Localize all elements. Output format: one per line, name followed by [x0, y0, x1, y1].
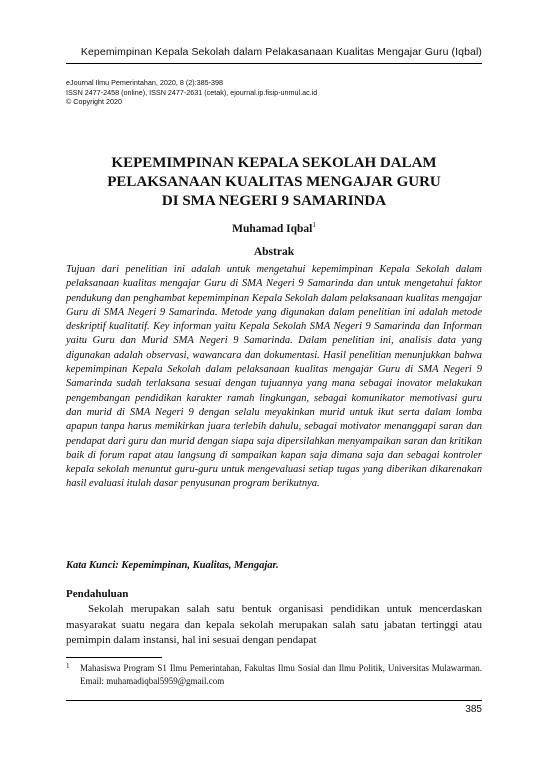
copyright: © Copyright 2020: [66, 97, 123, 107]
title-line-1: KEPEMIMPINAN KEPALA SEKOLAH DALAM: [111, 155, 437, 171]
running-head: Kepemimpinan Kepala Sekolah dalam Pelakasanaan Kualitas Mengajar Guru (Iqbal): [80, 46, 482, 58]
header-rule: [66, 63, 482, 64]
page-number: 385: [465, 704, 482, 715]
journal-meta: [66, 78, 482, 107]
abstract-heading: Abstrak: [253, 246, 295, 258]
footnote: [66, 662, 482, 688]
journal-citation: eJournal Ilmu Pemerintahan, 2020, 8 (2):385-398: [66, 78, 224, 87]
footer-rule: [66, 700, 482, 701]
introduction-heading: Pendahuluan: [66, 588, 129, 600]
introduction-text: Sekolah merupakan salah satu bentuk organisasi pendidikan untuk mencerdaskan masyarakat suatu negara dan kepala sekolah merupakan salah satu jabatan tertinggi atau pemimpin dalam instansi, hal ini sesuai dengan pendapat: [66, 603, 482, 646]
footnote-mark: 1: [66, 662, 70, 670]
title-line-3: DI SMA NEGERI 9 SAMARINDA: [161, 193, 387, 209]
journal-issn: ISSN 2477-2458 (online), ISSN 2477-2631 (cetak), ejournal.ip.fisip-unmul.ac.id: [66, 87, 318, 97]
footnote-text: Mahasiswa Program S1 Ilmu Pemerintahan, Fakultas Ilmu Sosial dan Ilmu Politik, Universitas Mulawarman. Email: muhamadiqbal5959@gmail.com: [80, 663, 482, 686]
footnote-rule: [66, 657, 162, 658]
abstract-text: Tujuan dari penelitian ini adalah untuk mengetahui kepemimpinan Kepala Sekolah dalam pelaksanaan kualitas mengajar Guru di SMA Negeri 9 Samarinda dan untuk mengetahui faktor pendukung dan penghambat kepemimpinan Kepala Sekolah dalam pelaksanaan kualitas mengajar Guru di SMA Negeri 9 Samarinda. Metode yang digunakan dalam penelitian ini adalah metode deskriptif kualitatif. Key informan yaitu Kepala Sekolah SMA Negeri 9 Samarinda dan Informan yaitu Guru dan Murid SMA Negeri 9 Samarinda. Dalam penelitian ini, analisis data yang digunakan adalah observasi, wawancara dan dokumentasi. Hasil penelitian menunjukkan bahwa kepemimpinan Kepala Sekolah dalam pelaksanaan kualitas mengajar Guru di SMA Negeri 9 Samarinda sudah terlaksana sesuai dengan tujuannya yang mana sebagai inovator melakukan pengembangan pendidikan karakter ramah lingkungan, sebagai komunikator memotivasi guru dan murid di SMA Negeri 9 dengan selalu meyakinkan murid untuk ikut serta dalam lomba apapun tanpa harus memikirkan juara terlebih dahulu, sebagai motivator menanggapi saran dan pendapat dari guru dan murid dengan siapa saja dipersilahkan menyampaikan saran dan kritikan baik di forum rapat atau langsung di sampaikan kapan saja dimana saja dan sebagai kontroler kepala sekolah menuntut guru-guru untuk mengevaluasi setiap tugas yang diberikan dikarenakan hasil evaluasi itulah dasar penyusunan program berikutnya.: [66, 264, 482, 490]
author-name: Muhamad Iqbal: [232, 222, 313, 235]
title-line-2: PELAKSANAAN KUALITAS MENGAJAR GURU: [107, 174, 441, 190]
author-footnote-mark: 1: [312, 221, 316, 229]
paper-title: [66, 154, 482, 211]
author: [66, 221, 482, 235]
keywords: Kata Kunci: Kepemimpinan, Kualitas, Mengajar.: [66, 560, 279, 571]
